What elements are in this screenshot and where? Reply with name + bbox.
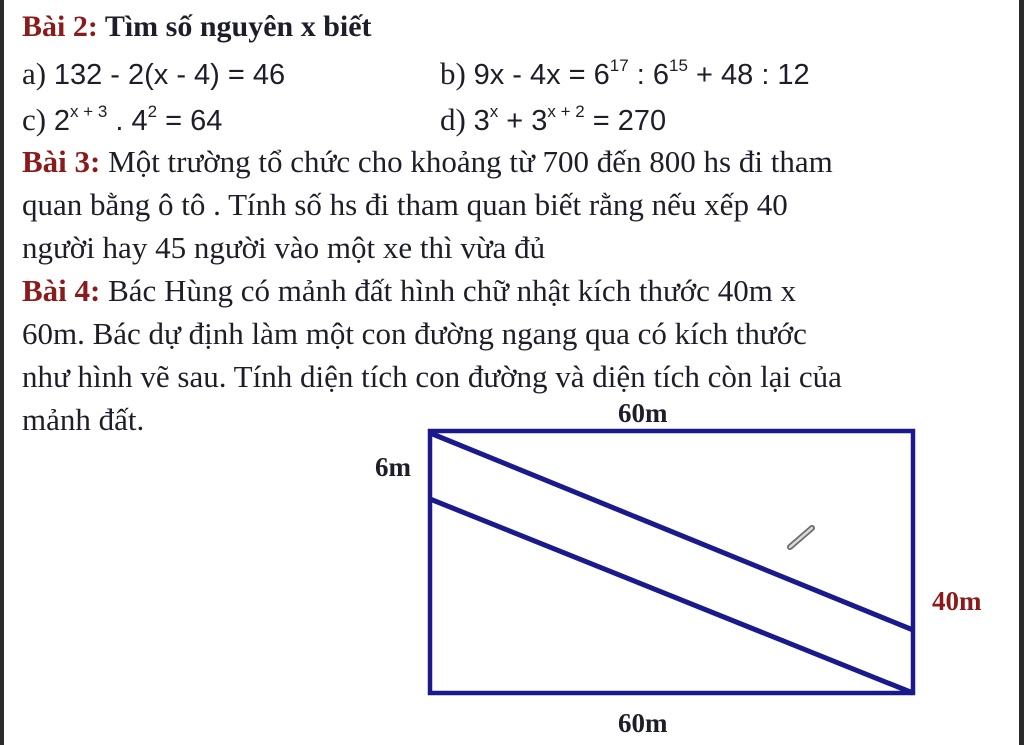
equation-b-expr: $9x - 4x = 6^{17}$ : $6^{15} + 48$ : 12 xyxy=(473,56,810,91)
equation-c-expr: $2^{x + 3}$ . $4^2 = 64$ xyxy=(53,102,223,137)
equation-d-label: d) xyxy=(440,102,466,137)
bai3-text-1: Một trường tổ chức cho khoảng từ 700 đến 800 hs đi tham xyxy=(100,144,833,179)
equation-b-label: b) xyxy=(440,56,466,91)
equation-d-expr: $3^x + 3^{x + 2} = 270$ xyxy=(473,102,667,137)
land-rectangle xyxy=(430,431,913,693)
road-bottom-edge xyxy=(430,499,913,693)
bai4-line-3: như hình vẽ sau. Tính diện tích con đường và diện tích còn lại của xyxy=(22,359,842,394)
bai4-heading: Bài 4: xyxy=(22,273,101,308)
label-height: 40m xyxy=(932,586,982,616)
label-bottom-width: 60m xyxy=(618,708,668,738)
bai3-heading: Bài 3: xyxy=(22,144,101,179)
equation-a-label: a) xyxy=(22,56,47,91)
bai3-line-3: người hay 45 người vào một xe thì vừa đủ xyxy=(22,230,546,265)
pencil-cursor-icon xyxy=(790,528,812,547)
bai4-line-4: mảnh đất. xyxy=(22,402,145,437)
equation-c-label: c) xyxy=(22,102,47,137)
bai2-heading: Bài 2: xyxy=(22,10,98,43)
label-road-width: 6m xyxy=(375,452,411,482)
bai4-text-1: Bác Hùng có mảnh đất hình chữ nhật kích thước 40m x xyxy=(100,273,797,308)
bai4-line-2: 60m. Bác dự định làm một con đường ngang qua có kích thước xyxy=(22,316,807,351)
label-top-width: 60m xyxy=(618,398,668,428)
road-top-edge xyxy=(430,433,913,630)
equation-a-expr: 132 - 2(x - 4) = 46 xyxy=(53,59,286,91)
bai2-title: Tìm số nguyên x biết xyxy=(104,10,372,43)
bai3-line-2: quan bằng ô tô . Tính số hs đi tham quan biết rằng nếu xếp 40 xyxy=(22,187,788,222)
